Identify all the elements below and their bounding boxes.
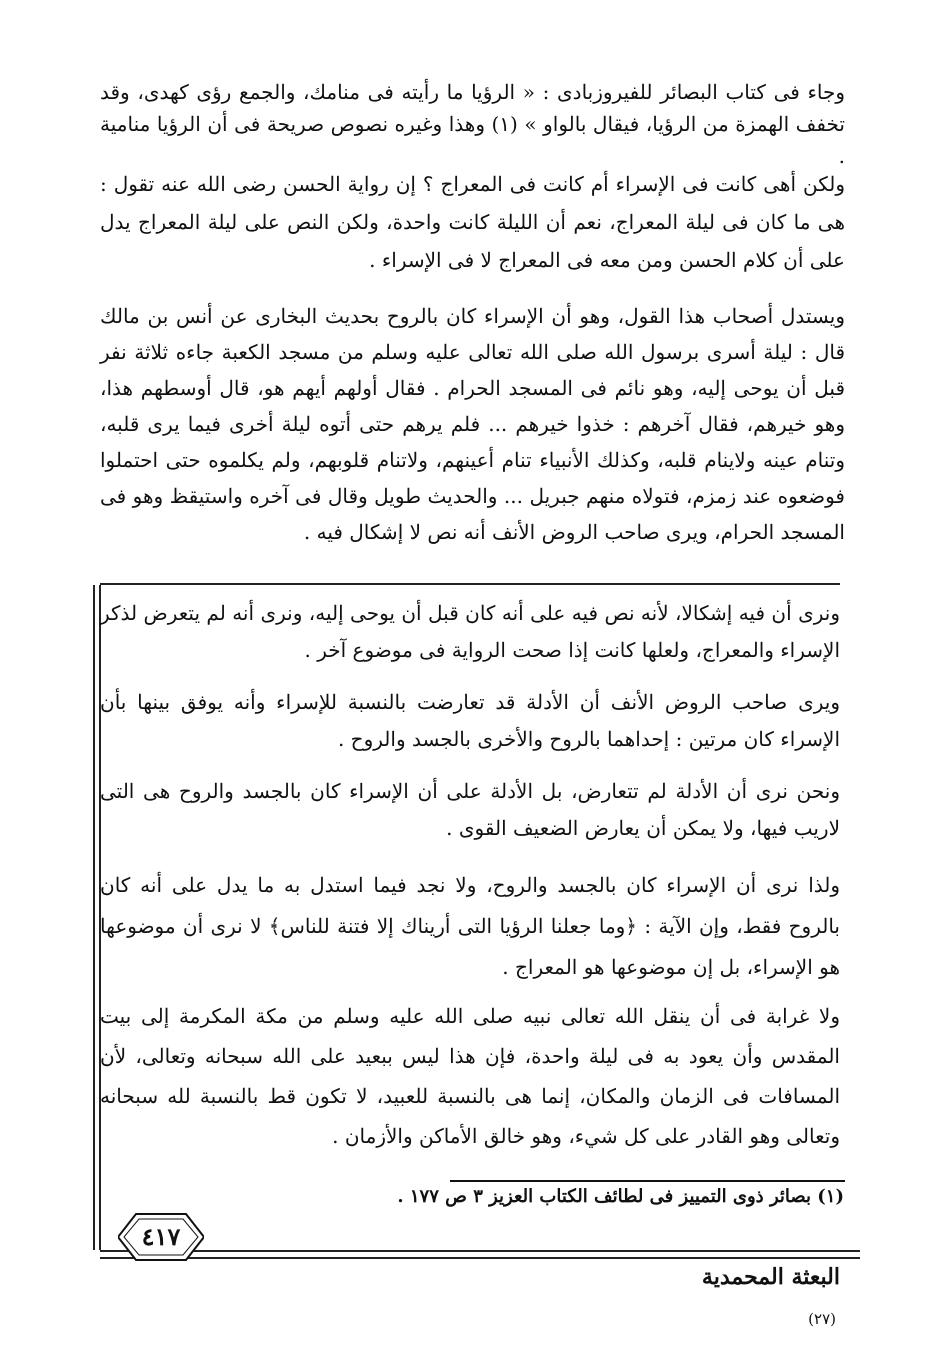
- paragraph-2: ولكن أهى كانت فى الإسراء أم كانت فى المعراج ؟ إن رواية الحسن رضى الله عنه تقول : هى ما كان فى ليلة المعراج، نعم أن الليلة كانت واحدة، ولكن النص على ليلة المعراج يدل على أن كلام الحسن ومن معه فى المعراج لا فى الإسراء .: [100, 172, 846, 272]
- paragraph-8: ولا غرابة فى أن ينقل الله تعالى نبيه صلى الله عليه وسلم من مكة المكرمة إلى بيت المقدس وأن يعود به فى ليلة واحدة، فإن هذا ليس ببعيد على الله سبحانه وتعالى، لأن المسافات فى الزمان والمكان، إنما هى بالنسبة للعبيد، لا تكون قط بالنسبة لله سبحانه وتعالى وهو القادر على كل شيء، وهو خالق الأماكن والأزمان .: [100, 1004, 840, 1148]
- paragraph-6: ونحن نرى أن الأدلة لم تتعارض، بل الأدلة على أن الإسراء كان بالجسد والروح هى التى لاريب فيها، ولا يمكن أن يعارض الضعيف القوى .: [100, 779, 840, 840]
- frame-top-rule: [100, 583, 840, 585]
- frame-bottom-rule: [100, 1250, 860, 1252]
- issue-number: (٢٧): [808, 1310, 836, 1328]
- footnote-rule: [450, 1180, 845, 1182]
- frame-left-rule: [93, 585, 95, 1250]
- paragraph-5: ويرى صاحب الروض الأنف أن الأدلة قد تعارضت بالنسبة للإسراء وأنه يوفق بينها بأن الإسراء كان مرتين : إحداهما بالروح والأخرى بالجسد والروح .: [100, 690, 840, 751]
- paragraph-7: ولذا نرى أن الإسراء كان بالجسد والروح، ولا نجد فيما استدل به ما يدل على أنه كان بالروح فقط، وإن الآية : ﴿وما جعلنا الرؤيا التى أريناك إلا فتنة للناس﴾ لا نرى أن موضوعها هو الإسراء، بل إن موضوعها هو المعراج .: [100, 873, 840, 979]
- page-number: ٤١٧: [141, 1222, 181, 1251]
- footnote: (١) بصائر ذوى التمييز فى لطائف الكتاب العزيز ٣ ص ١٧٧ .: [397, 1186, 844, 1207]
- paragraph-4: ونرى أن فيه إشكالا، لأنه نص فيه على أنه كان قبل أن يوحى إليه، ونرى أنه لم يتعرض لذكر الإسراء والمعراج، ولعلها كانت إذا صحت الرواية فى موضوع آخر .: [100, 601, 840, 662]
- paragraph-1: وجاء فى كتاب البصائر للفيروزبادى : « الرؤيا ما رأيته فى منامك، والجمع رؤى كهدى، وقد تخفف الهمزة من الرؤيا، فيقال بالواو » (١) وهذا وغيره نصوص صريحة فى أن الرؤيا منامية .: [100, 80, 845, 168]
- running-title: البعثة المحمدية: [701, 1264, 840, 1290]
- frame-bottom-inner-rule: [100, 1257, 860, 1259]
- paragraph-3: ويستدل أصحاب هذا القول، وهو أن الإسراء كان بالروح بحديث البخارى عن أنس بن مالك قال : ليلة أسرى برسول الله صلى الله تعالى عليه وسلم من مسجد الكعبة جاءه ثلاثة نفر قبل أن يوحى إليه، وهو نائم فى المسجد الحرام . فقال أولهم أيهم هو، قال أوسطهم هذا، وهو خيرهم، فقال آخرهم : خذوا خيرهم ... فلم يرهم حتى أتوه ليلة أخرى فيما يرى قلبه، وتنام عينه ولاينام قلبه، وكذلك الأنبياء تنام أعينهم، ولاتنام قلوبهم، ولم يكلموه حتى احتملوا فوضعوه عند زمزم، فتولاه منهم جبريل ... والحديث طويل وقال فى آخره واستيقظ وهو فى المسجد الحرام، ويرى صاحب الروض الأنف أنه نص لا إشكال فيه .: [100, 304, 845, 544]
